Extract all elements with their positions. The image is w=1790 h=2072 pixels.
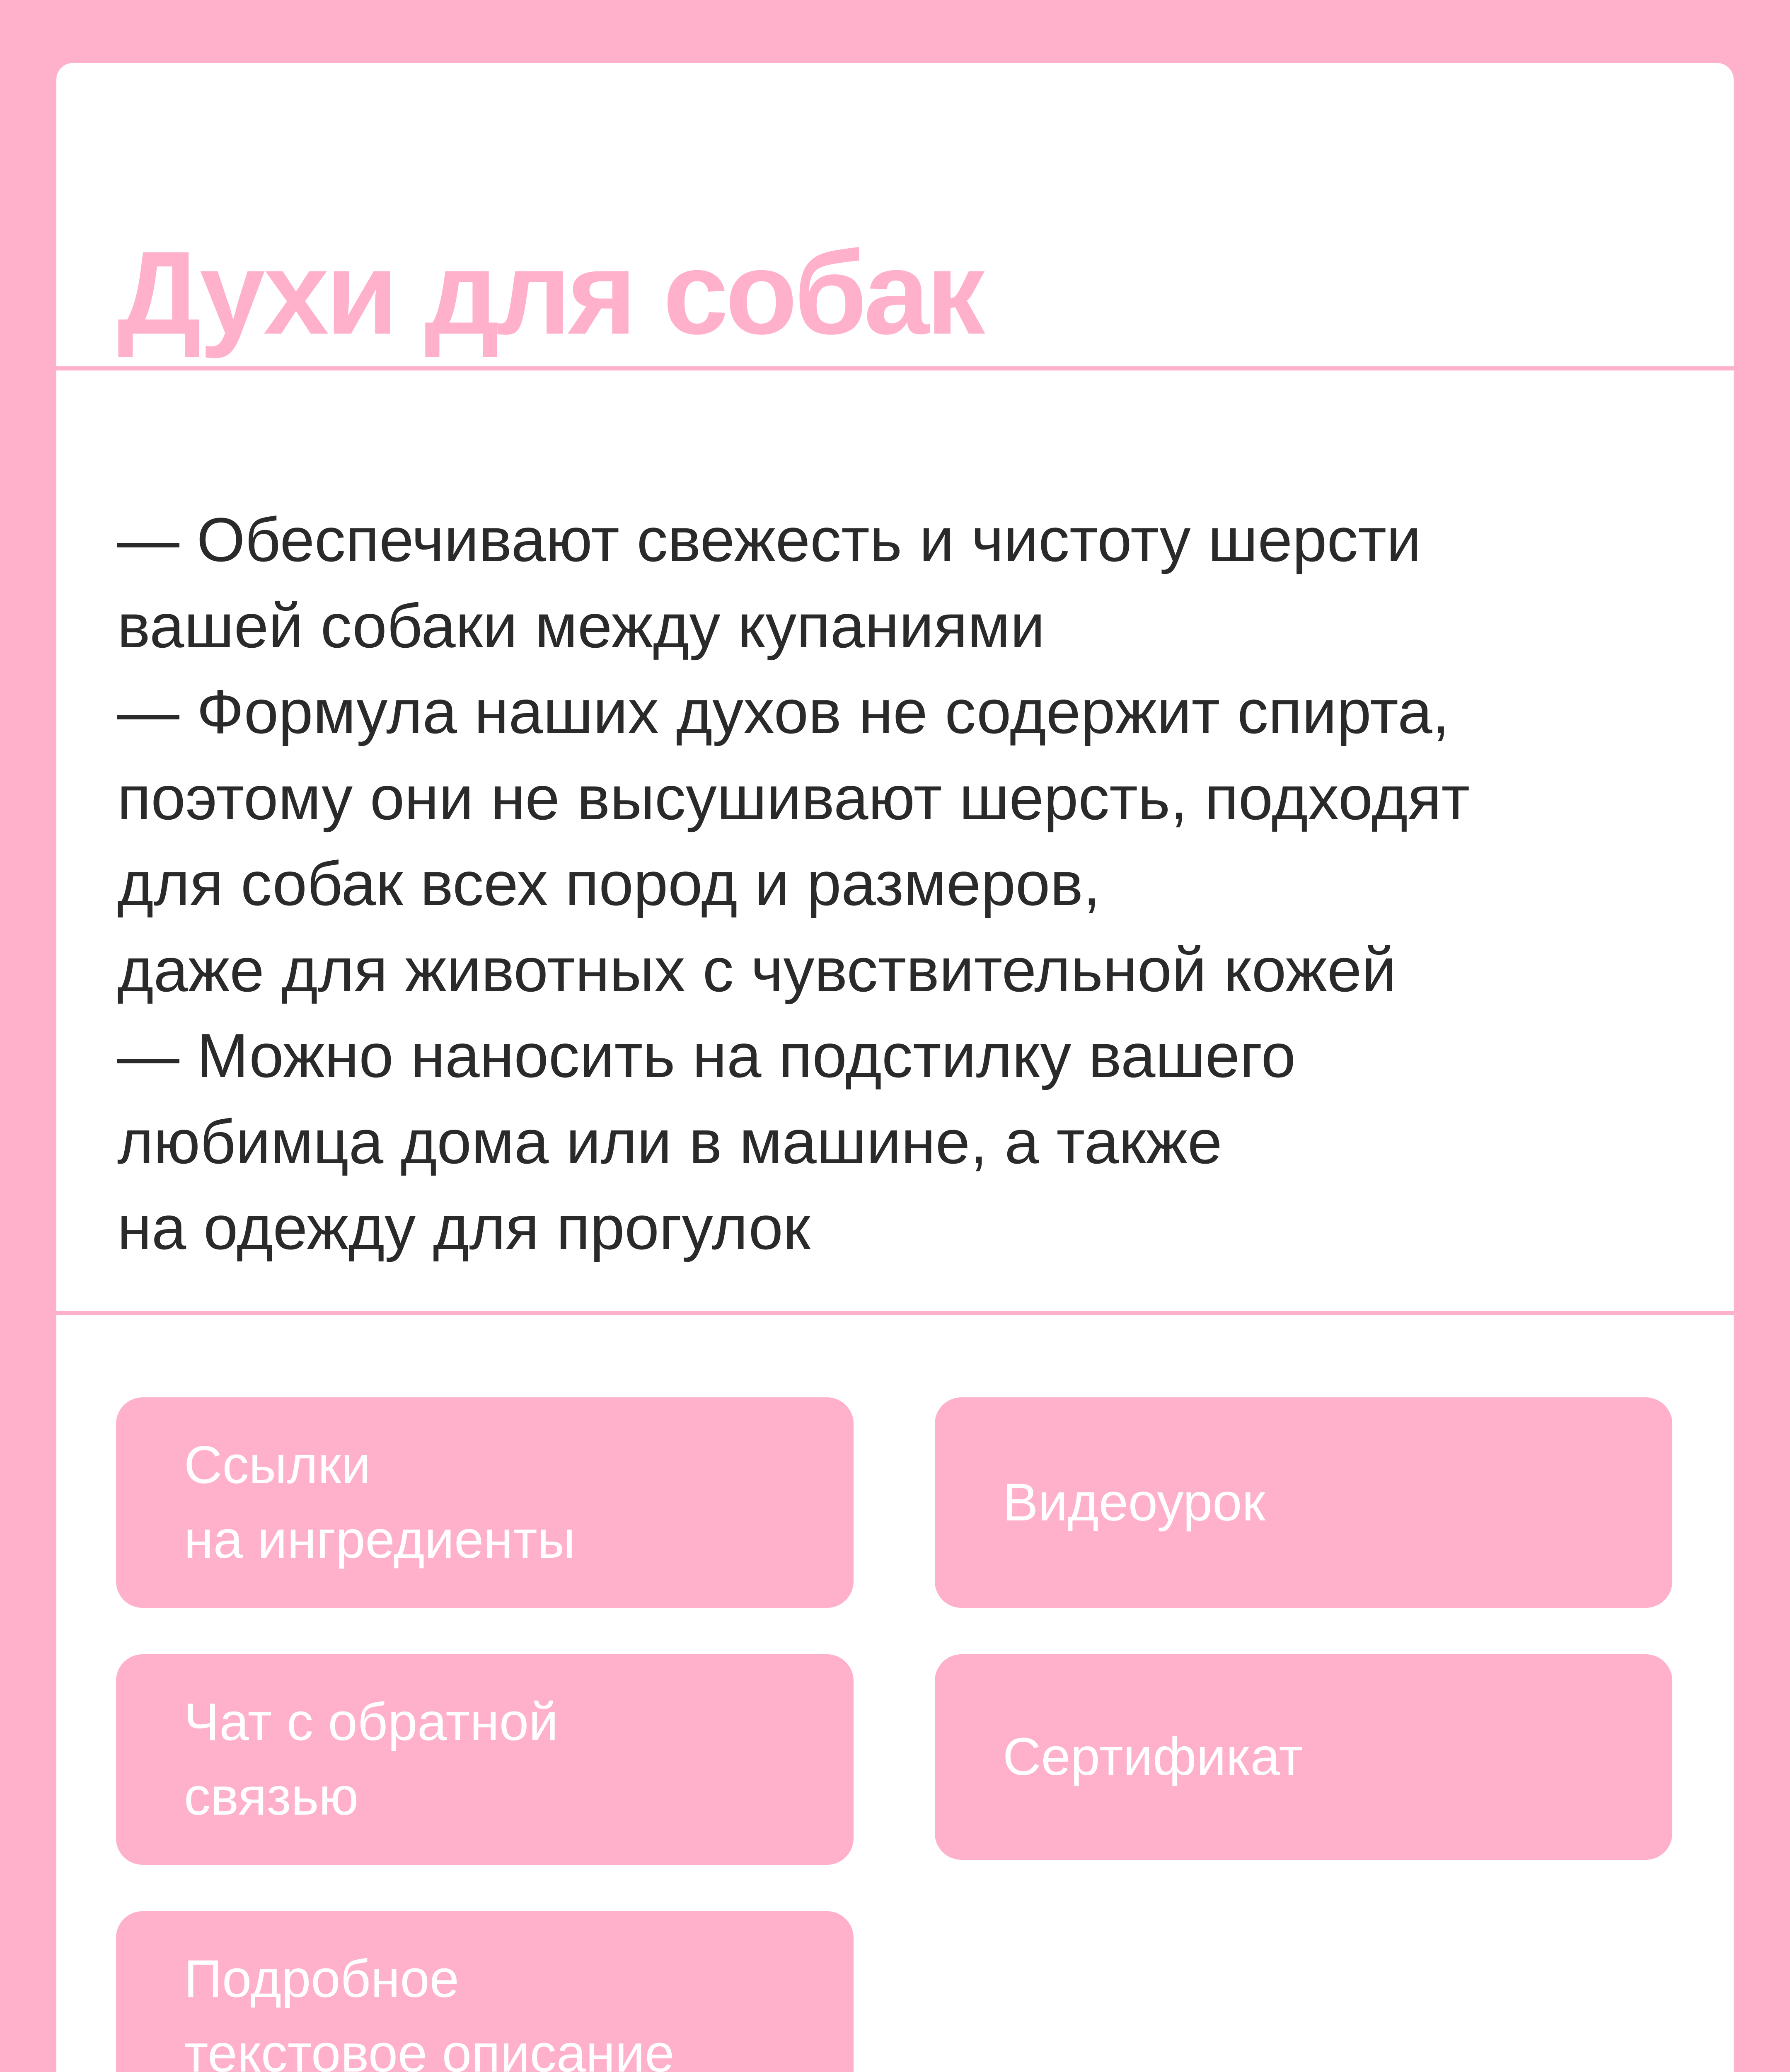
button-label-line: Чат с обратной xyxy=(184,1692,559,1752)
ingredients-links-button[interactable] xyxy=(116,1397,854,1608)
button-label-line: Подробное xyxy=(184,1949,459,2009)
text-description-button[interactable] xyxy=(116,1911,854,2072)
product-description xyxy=(117,497,1692,1271)
top-divider xyxy=(56,366,1734,370)
video-lesson-button[interactable] xyxy=(935,1397,1672,1608)
description-line: для собак всех пород и размеров, xyxy=(117,849,1101,918)
certificate-button[interactable] xyxy=(935,1654,1672,1860)
button-label-line: текстовое описание xyxy=(184,2024,675,2072)
description-line: даже для животных с чувствительной кожей xyxy=(117,934,1397,1005)
description-line: — Обеспечивают свежесть и чистоту шерсти xyxy=(117,505,1421,574)
description-line: любимца дома или в машине, а также xyxy=(117,1106,1222,1176)
description-line: вашей собаки между купаниями xyxy=(117,591,1045,661)
description-line: — Формула наших духов не содержит спирта, xyxy=(117,677,1450,746)
button-label-line: на ингредиенты xyxy=(184,1510,576,1569)
description-line: — Можно наносить на подстилку вашего xyxy=(117,1021,1296,1090)
feedback-chat-button[interactable] xyxy=(116,1654,854,1865)
page-title: Духи для собак xyxy=(117,227,982,359)
description-line: поэтому они не высушивают шерсть, подходят xyxy=(117,762,1470,833)
button-label-line: связью xyxy=(184,1767,359,1826)
button-label-line: Ссылки xyxy=(184,1435,371,1495)
info-card xyxy=(56,63,1734,2072)
button-label-line: Видеоурок xyxy=(1003,1473,1265,1532)
description-line: на одежду для прогулок xyxy=(117,1193,810,1262)
button-label-line: Сертификат xyxy=(1003,1727,1303,1786)
bottom-divider xyxy=(56,1311,1734,1315)
